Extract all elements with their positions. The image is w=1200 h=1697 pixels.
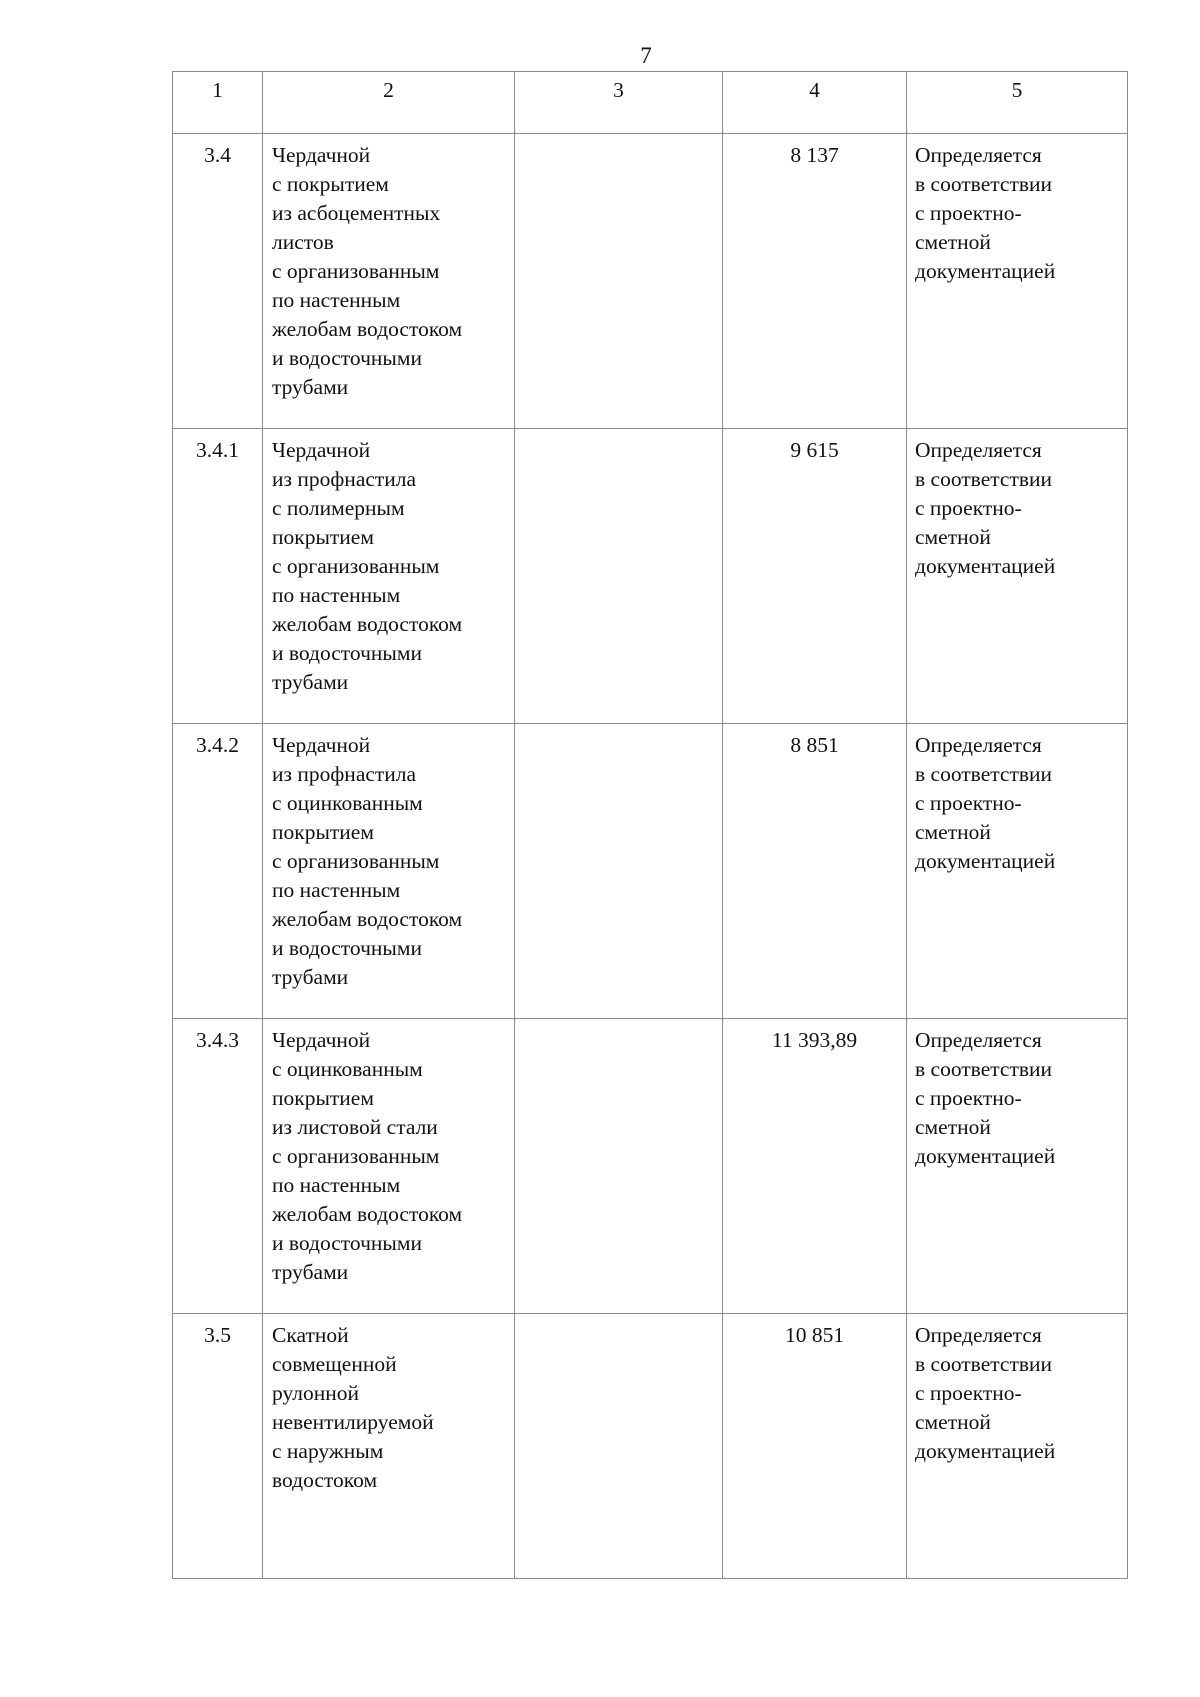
empty-cell (515, 134, 723, 429)
description-line: из листовой стали (272, 1115, 438, 1139)
note (907, 1314, 1128, 1579)
note-line: Определяется (915, 1028, 1042, 1052)
table-row (173, 429, 1128, 724)
note-line: документацией (915, 1144, 1056, 1168)
row-number: 3.4.2 (173, 724, 263, 1019)
description-line: по настенным (272, 878, 401, 902)
description-line: из асбоцементных (272, 201, 441, 225)
description-line: покрытием (272, 820, 374, 844)
table-row (173, 134, 1128, 429)
description-line: Чердачной (272, 1028, 371, 1052)
note (907, 724, 1128, 1019)
description-line: с организованным (272, 849, 440, 873)
note-line: документацией (915, 554, 1056, 578)
row-number: 3.4.3 (173, 1019, 263, 1314)
empty-cell (515, 724, 723, 1019)
description-line: трубами (272, 965, 349, 989)
note-line: Определяется (915, 438, 1042, 462)
note-line: сметной (915, 230, 991, 254)
table-row (173, 1314, 1128, 1579)
description-line: водостоком (272, 1468, 378, 1492)
note-line: с проектно- (915, 791, 1022, 815)
note-line: документацией (915, 1439, 1056, 1463)
description-line: желобам водостоком (272, 317, 463, 341)
description-line: листов (272, 230, 334, 254)
description-line: рулонной (272, 1381, 360, 1405)
description-line: из профнастила (272, 762, 417, 786)
description-line: и водосточными (272, 1231, 422, 1255)
note-line: Определяется (915, 143, 1042, 167)
note-line: в соответствии (915, 1352, 1053, 1376)
roof-type-description (263, 1314, 515, 1579)
description-line: по настенным (272, 288, 401, 312)
description-line: Чердачной (272, 438, 371, 462)
row-number: 3.4.1 (173, 429, 263, 724)
cost-value: 9 615 (723, 429, 907, 724)
header-cell-4: 4 (723, 72, 907, 134)
note (907, 1019, 1128, 1314)
roof-type-description (263, 429, 515, 724)
cost-value: 8 137 (723, 134, 907, 429)
description-line: с полимерным (272, 496, 405, 520)
note-line: сметной (915, 820, 991, 844)
table-row (173, 1019, 1128, 1314)
description-line: и водосточными (272, 346, 422, 370)
description-line: невентилируемой (272, 1410, 434, 1434)
row-number: 3.5 (173, 1314, 263, 1579)
empty-cell (515, 1314, 723, 1579)
note-line: документацией (915, 259, 1056, 283)
header-cell-3: 3 (515, 72, 723, 134)
description-line: по настенным (272, 1173, 401, 1197)
note-line: Определяется (915, 733, 1042, 757)
note-line: с проектно- (915, 201, 1022, 225)
description-line: желобам водостоком (272, 1202, 463, 1226)
roof-type-description (263, 724, 515, 1019)
description-line: трубами (272, 670, 349, 694)
table-row (173, 724, 1128, 1019)
note-line: сметной (915, 525, 991, 549)
note-line: в соответствии (915, 1057, 1053, 1081)
description-line: трубами (272, 375, 349, 399)
description-line: покрытием (272, 1086, 374, 1110)
cost-value: 8 851 (723, 724, 907, 1019)
description-line: Чердачной (272, 733, 371, 757)
description-line: Чердачной (272, 143, 371, 167)
cost-value: 11 393,89 (723, 1019, 907, 1314)
roof-type-description (263, 1019, 515, 1314)
note (907, 429, 1128, 724)
description-line: желобам водостоком (272, 612, 463, 636)
description-line: с организованным (272, 1144, 440, 1168)
note-line: в соответствии (915, 172, 1053, 196)
description-line: с организованным (272, 554, 440, 578)
description-line: по настенным (272, 583, 401, 607)
description-line: трубами (272, 1260, 349, 1284)
empty-cell (515, 1019, 723, 1314)
note-line: документацией (915, 849, 1056, 873)
description-line: с оцинкованным (272, 1057, 423, 1081)
note-line: сметной (915, 1115, 991, 1139)
tariff-table (172, 71, 1128, 1579)
description-line: с организованным (272, 259, 440, 283)
header-cell-2: 2 (263, 72, 515, 134)
page-number: 7 (640, 43, 652, 68)
roof-type-description (263, 134, 515, 429)
description-line: покрытием (272, 525, 374, 549)
cost-value: 10 851 (723, 1314, 907, 1579)
description-line: из профнастила (272, 467, 417, 491)
header-cell-1: 1 (173, 72, 263, 134)
description-line: с наружным (272, 1439, 384, 1463)
note-line: с проектно- (915, 1381, 1022, 1405)
description-line: с покрытием (272, 172, 389, 196)
description-line: Скатной (272, 1323, 349, 1347)
note-line: с проектно- (915, 1086, 1022, 1110)
description-line: с оцинкованным (272, 791, 423, 815)
note-line: Определяется (915, 1323, 1042, 1347)
description-line: желобам водостоком (272, 907, 463, 931)
table-header-row (173, 72, 1128, 134)
row-number: 3.4 (173, 134, 263, 429)
note-line: в соответствии (915, 762, 1053, 786)
note-line: в соответствии (915, 467, 1053, 491)
note-line: с проектно- (915, 496, 1022, 520)
description-line: совмещенной (272, 1352, 397, 1376)
header-cell-5: 5 (907, 72, 1128, 134)
empty-cell (515, 429, 723, 724)
description-line: и водосточными (272, 641, 422, 665)
description-line: и водосточными (272, 936, 422, 960)
note-line: сметной (915, 1410, 991, 1434)
note (907, 134, 1128, 429)
